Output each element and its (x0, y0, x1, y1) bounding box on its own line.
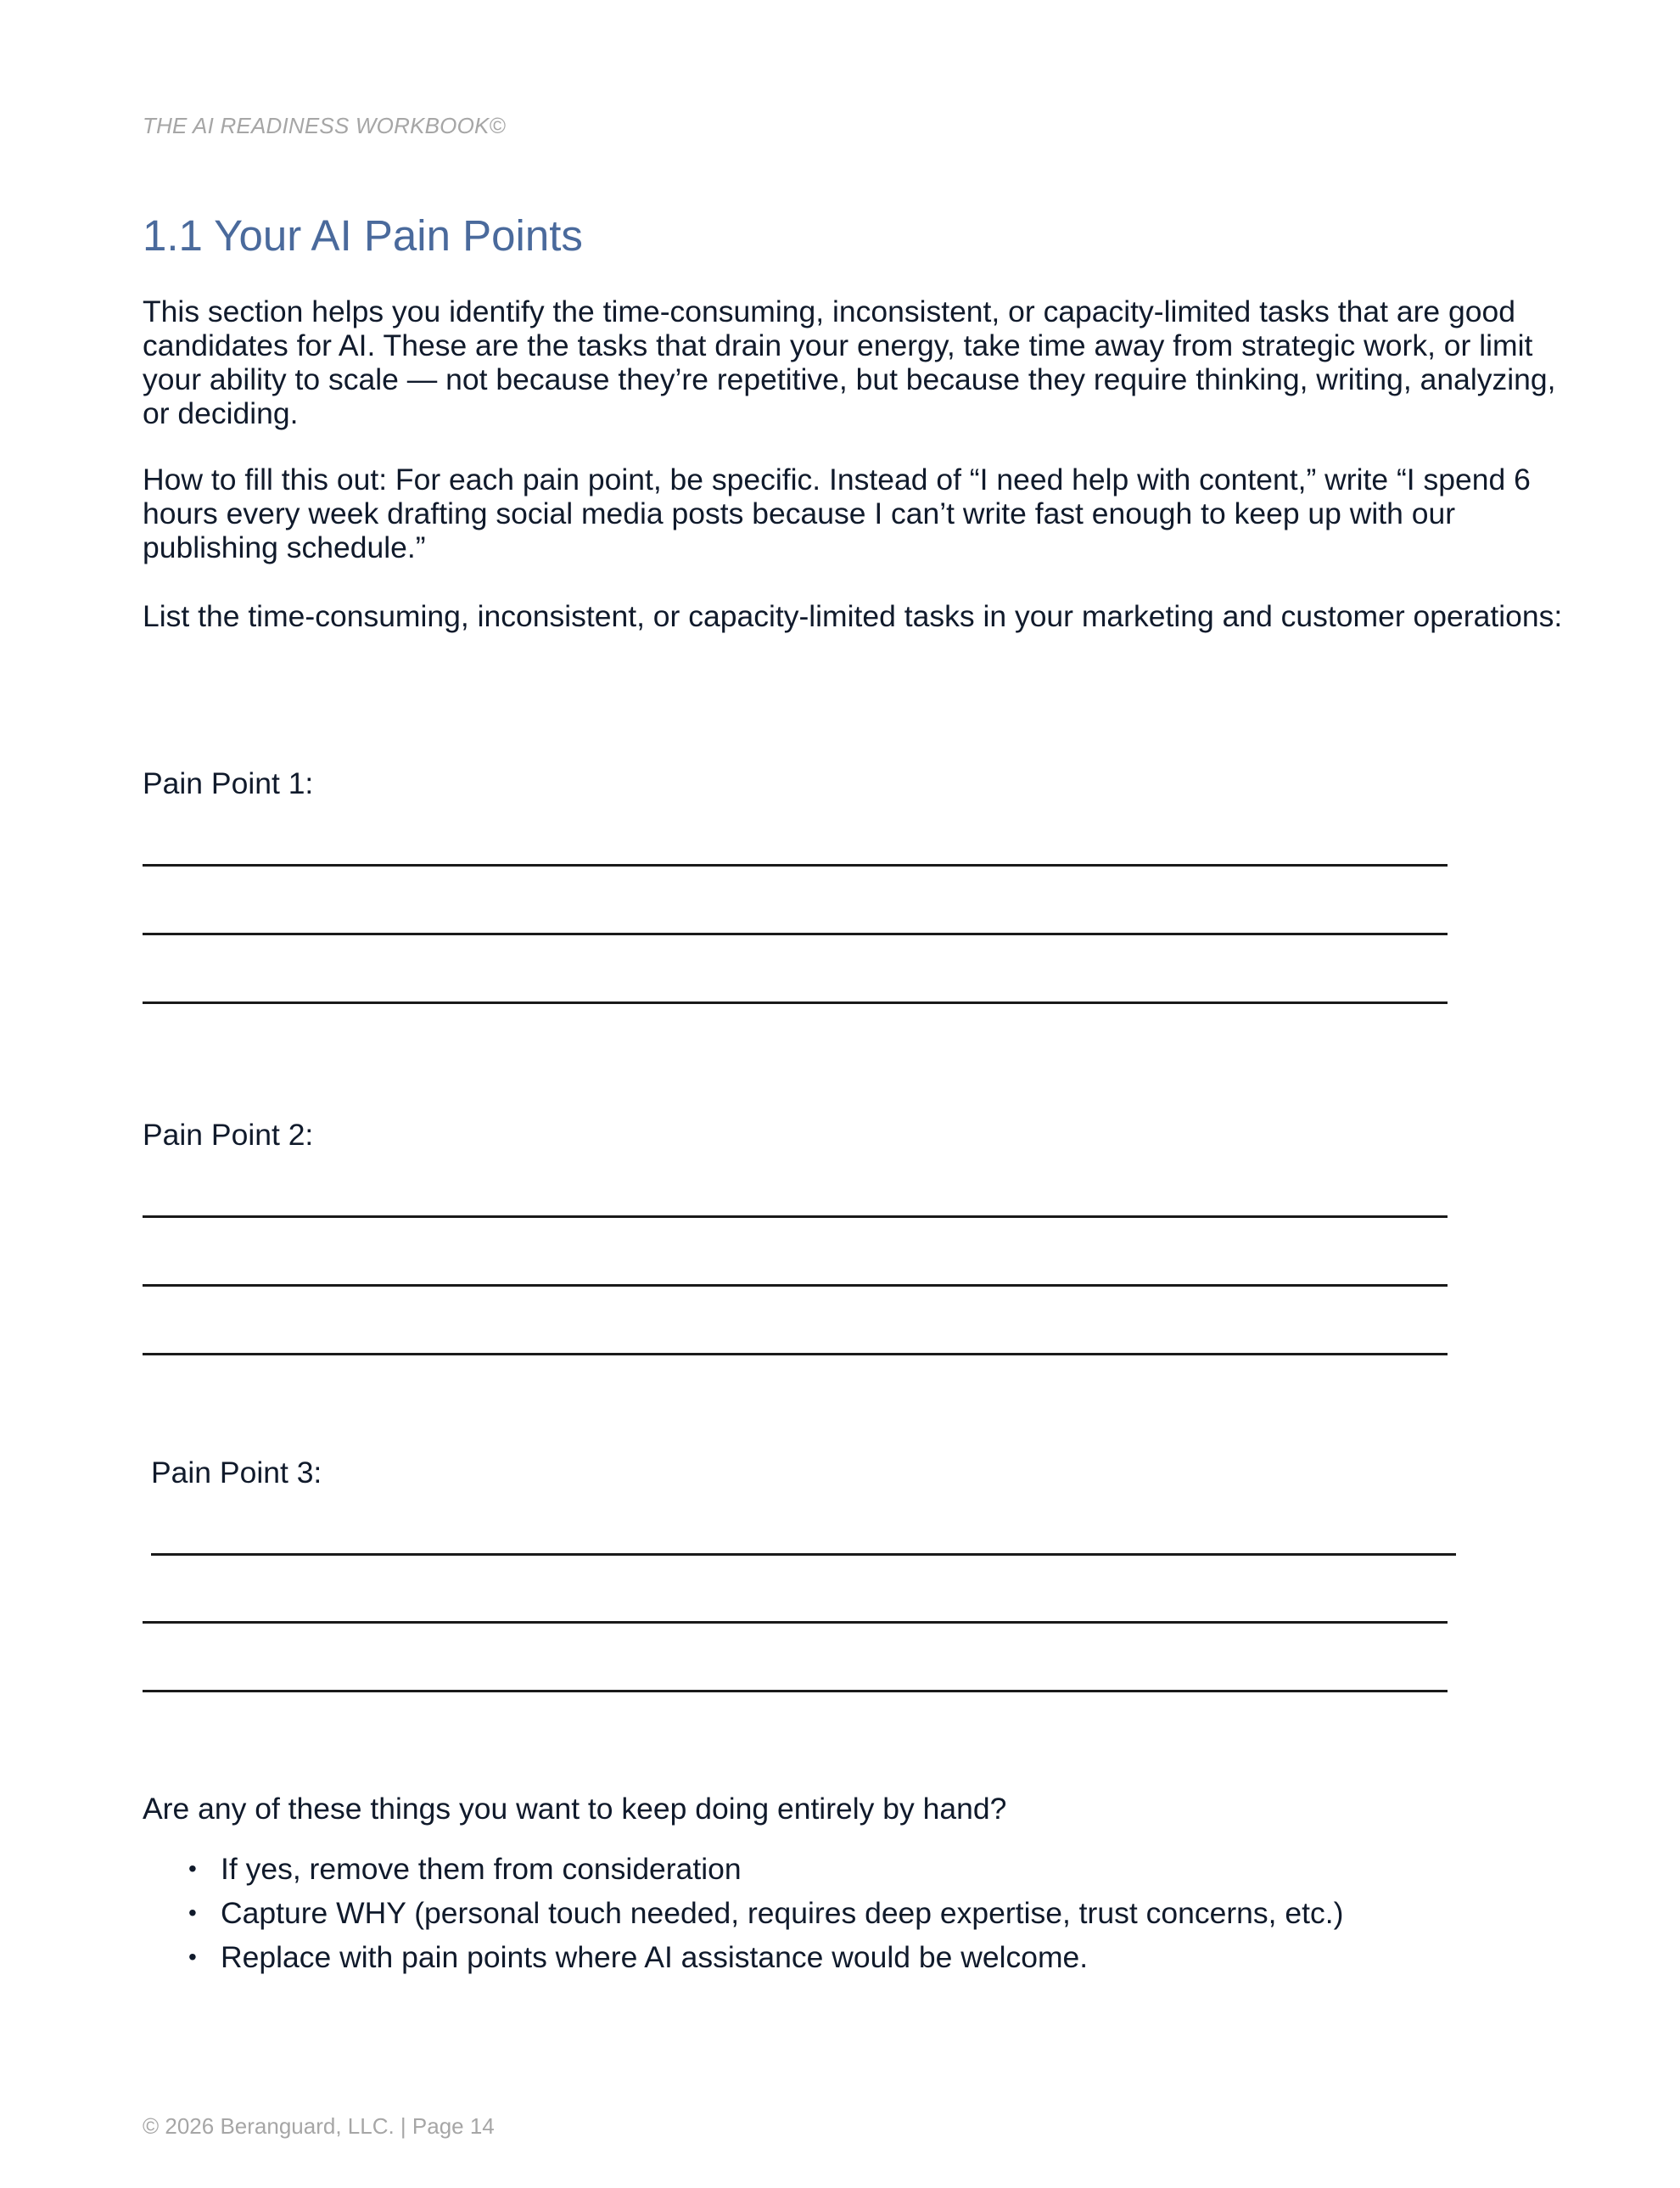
section-title: 1.1 Your AI Pain Points (143, 211, 583, 260)
pain-point-3-line-1[interactable] (151, 1553, 1456, 1556)
pain-point-2-line-2[interactable] (143, 1284, 1448, 1287)
bullet-text: If yes, remove them from consideration (221, 1852, 742, 1886)
pain-point-3-line-2[interactable] (143, 1621, 1448, 1624)
bullet-icon: • (188, 1944, 197, 1970)
bullet-item (188, 1891, 1343, 1935)
pain-point-3-line-3[interactable] (143, 1690, 1448, 1692)
pain-point-1-line-2[interactable] (143, 933, 1448, 935)
bullet-text: Replace with pain points where AI assistance would be welcome. (221, 1940, 1089, 1974)
pain-point-2-label: Pain Point 2: (143, 1118, 314, 1152)
pain-point-2-line-1[interactable] (143, 1215, 1448, 1218)
bullet-text: Capture WHY (personal touch needed, requires deep expertise, trust concerns, etc.) (221, 1896, 1344, 1930)
intro-paragraph: This section helps you identify the time-consuming, inconsistent, or capacity-limited tasks that are good candidates for AI. These are the tasks that drain your energy, take time away from strategic work, or limit your ability to scale — not because they’re repetitive, but because they require thinking, writing, analyzing, or deciding. (143, 295, 1556, 430)
bullet-icon: • (188, 1899, 197, 1926)
pain-point-3-label: Pain Point 3: (151, 1456, 322, 1490)
review-bullet-list (188, 1847, 1343, 1979)
bullet-icon: • (188, 1855, 197, 1882)
pain-point-1-line-3[interactable] (143, 1001, 1448, 1004)
review-question: Are any of these things you want to keep doing entirely by hand? (143, 1792, 1007, 1826)
pain-point-2-line-3[interactable] (143, 1353, 1448, 1355)
instructions-paragraph: How to fill this out: For each pain point, be specific. Instead of “I need help with content,” write “I spend 6 hours every week drafting social media posts because I can’t write fast enough to keep up with our publishing schedule.” (143, 463, 1531, 564)
bullet-item (188, 1935, 1343, 1979)
list-prompt: List the time-consuming, inconsistent, or capacity-limited tasks in your marketing and customer operations: (143, 599, 1563, 633)
page-footer: © 2026 Beranguard, LLC. | Page 14 (143, 2113, 495, 2139)
pain-point-1-label: Pain Point 1: (143, 766, 314, 800)
bullet-item (188, 1847, 1343, 1891)
pain-point-1-line-1[interactable] (143, 864, 1448, 867)
running-header: THE AI READINESS WORKBOOK© (143, 113, 506, 138)
